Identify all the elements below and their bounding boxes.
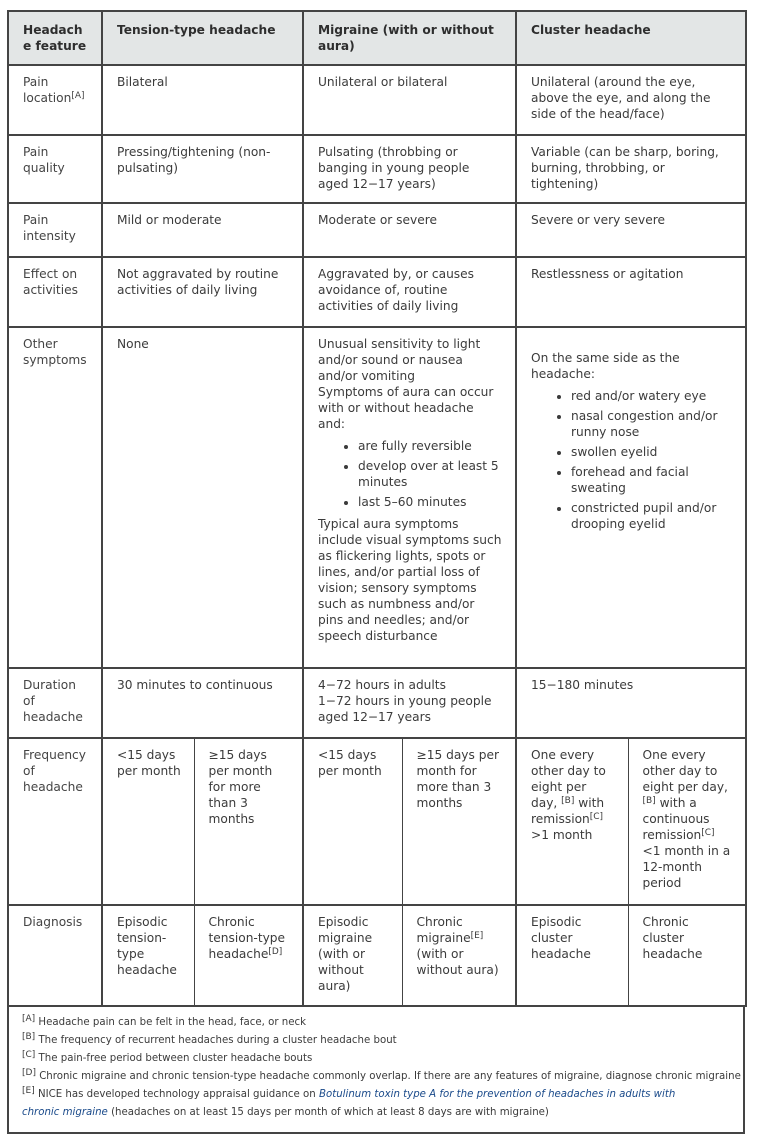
cell-tension: Pressing/tightening (non-pulsating) [102, 135, 303, 203]
cell-migraine-chronic [402, 905, 516, 1006]
header-migraine: Migraine (with or without aura) [303, 11, 516, 65]
footnote-text: The frequency of recurrent headaches during a cluster headache bout [35, 1035, 397, 1046]
cell-migraine: Pulsating (throbbing or banging in young people aged 12−17 years) [303, 135, 516, 203]
cluster-symptoms-list [531, 388, 733, 532]
footnote-text: The pain-free period between cluster headache bouts [35, 1053, 313, 1064]
cell-migraine-episodic: Episodic migraine (with or without aura) [303, 905, 402, 1006]
footnote-text: Headache pain can be felt in the head, face, or neck [35, 1017, 306, 1028]
footnote-marker: [A] [22, 1014, 36, 1024]
cell-text: Chronic tension-type headache [208, 915, 286, 961]
duration-young-people: 1−72 hours in young people aged 12−17 years [318, 694, 492, 724]
footnote-text: (headaches on at least 15 days per month of which at least 8 days are with migraine) [107, 1107, 549, 1118]
list-item: • develop over at least 5 minutes [358, 458, 503, 490]
headache-features-table [7, 10, 747, 1007]
list-item: • last 5–60 minutes [358, 494, 503, 510]
footnote-ref-c[interactable]: [C] [589, 812, 604, 822]
cluster-symptoms-intro: On the same side as the headache: [531, 351, 680, 381]
feature-label: Other symptoms [8, 327, 102, 668]
cell-migraine-chronic: ≥15 days per month for more than 3 months [402, 738, 516, 905]
list-item: • nasal congestion and/or runny nose [571, 408, 733, 440]
cell-migraine-episodic: <15 days per month [303, 738, 402, 905]
migraine-symptoms-intro: Unusual sensitivity to light and/or sound or nausea and/or vomiting [318, 337, 481, 383]
table-row [8, 257, 746, 327]
cell-tension: 30 minutes to continuous [102, 668, 303, 738]
cell-text: Chronic migraine [416, 915, 471, 945]
cell-text: <1 month in a 12-month period [642, 844, 731, 890]
footnote-marker: [B] [22, 1032, 36, 1042]
header-feature: Headache feature [8, 11, 102, 65]
cell-text: One every other day to eight per day, [531, 748, 606, 810]
footnote-e [22, 1086, 743, 1122]
cell-cluster: Severe or very severe [516, 203, 746, 257]
footnote-text: Chronic migraine and chronic tension-type headache commonly overlap. If there are any features of migraine, diagnose chronic migraine [35, 1071, 741, 1082]
feature-label: Frequency of headache [8, 738, 102, 905]
feature-label: Pain quality [8, 135, 102, 203]
cell-text: (with or without aura) [416, 947, 499, 977]
feature-label: Diagnosis [8, 905, 102, 1006]
table-row [8, 203, 746, 257]
cell-cluster [516, 327, 746, 668]
table-row [8, 668, 746, 738]
botulinum-guidance-link[interactable]: Botulinum toxin type A for the prevention of headaches in adults with chronic migraine [22, 1089, 676, 1118]
table-row [8, 135, 746, 203]
footnote-ref-c[interactable]: [C] [701, 828, 715, 838]
cell-text: One every other day to eight per day, [642, 748, 728, 794]
feature-label: Pain intensity [8, 203, 102, 257]
cell-text: >1 month [531, 828, 593, 842]
cell-migraine [303, 668, 516, 738]
list-item: • forehead and facial sweating [571, 464, 733, 496]
cell-cluster-episodic [516, 738, 628, 905]
footnote-ref-b[interactable]: [B] [561, 796, 575, 806]
cell-cluster: 15−180 minutes [516, 668, 746, 738]
footnote-ref-a[interactable]: [A] [71, 91, 85, 101]
duration-adults: 4−72 hours in adults [318, 678, 446, 692]
footnote-a [22, 1014, 743, 1032]
cell-tension: Bilateral [102, 65, 303, 135]
cell-tension-chronic [194, 905, 303, 1006]
list-item: • red and/or watery eye [571, 388, 733, 404]
cell-cluster-chronic [628, 738, 746, 905]
cell-text: with remission [531, 796, 605, 826]
cell-cluster: Unilateral (around the eye, above the eye, and along the side of the head/face) [516, 65, 746, 135]
footnote-b [22, 1032, 743, 1050]
feature-label [8, 65, 102, 135]
cell-migraine: Unilateral or bilateral [303, 65, 516, 135]
feature-text: Pain location [23, 75, 72, 105]
footnote-marker: [D] [22, 1068, 36, 1078]
cell-text: with a continuous remission [642, 796, 710, 842]
cell-cluster-chronic: Chronic cluster headache [628, 905, 746, 1006]
feature-label: Duration of headache [8, 668, 102, 738]
aura-symptoms-description: Typical aura symptoms include visual symptoms such as flickering lights, spots or lines, and/or partial loss of vision; sensory symptoms such as numbness and/or pins and needles; and/or speech disturbance [318, 517, 502, 643]
cell-tension-chronic: ≥15 days per month for more than 3 months [194, 738, 303, 905]
footnotes [7, 1005, 745, 1134]
table-row [8, 738, 746, 905]
cell-migraine [303, 327, 516, 668]
cell-tension-episodic: Episodic tension-type headache [102, 905, 194, 1006]
footnote-text: NICE has developed technology appraisal guidance on [34, 1089, 319, 1100]
list-item: • swollen eyelid [571, 444, 733, 460]
cell-migraine: Moderate or severe [303, 203, 516, 257]
cell-migraine: Aggravated by, or causes avoidance of, routine activities of daily living [303, 257, 516, 327]
header-cluster: Cluster headache [516, 11, 746, 65]
cell-cluster-episodic: Episodic cluster headache [516, 905, 628, 1006]
footnote-d [22, 1068, 743, 1086]
aura-criteria-list [318, 438, 503, 510]
table-row [8, 905, 746, 1006]
footnote-ref-d[interactable]: [D] [268, 947, 283, 957]
cell-cluster: Restlessness or agitation [516, 257, 746, 327]
header-tension: Tension-type headache [102, 11, 303, 65]
cell-tension-episodic: <15 days per month [102, 738, 194, 905]
cell-tension: Not aggravated by routine activities of daily living [102, 257, 303, 327]
footnote-c [22, 1050, 743, 1068]
table-row [8, 65, 746, 135]
table-row [8, 327, 746, 668]
list-item: • constricted pupil and/or drooping eyelid [571, 500, 733, 532]
cell-cluster: Variable (can be sharp, boring, burning, throbbing, or tightening) [516, 135, 746, 203]
footnote-marker: [C] [22, 1050, 36, 1060]
feature-label: Effect on activities [8, 257, 102, 327]
aura-intro: Symptoms of aura can occur with or without headache and: [318, 385, 494, 431]
header-row [8, 11, 746, 65]
cell-tension: Mild or moderate [102, 203, 303, 257]
footnote-ref-b[interactable]: [B] [642, 796, 656, 806]
list-item: • are fully reversible [358, 438, 503, 454]
footnote-ref-e[interactable]: [E] [470, 931, 484, 941]
footnote-marker: [E] [22, 1086, 35, 1096]
cell-tension: None [102, 327, 303, 668]
